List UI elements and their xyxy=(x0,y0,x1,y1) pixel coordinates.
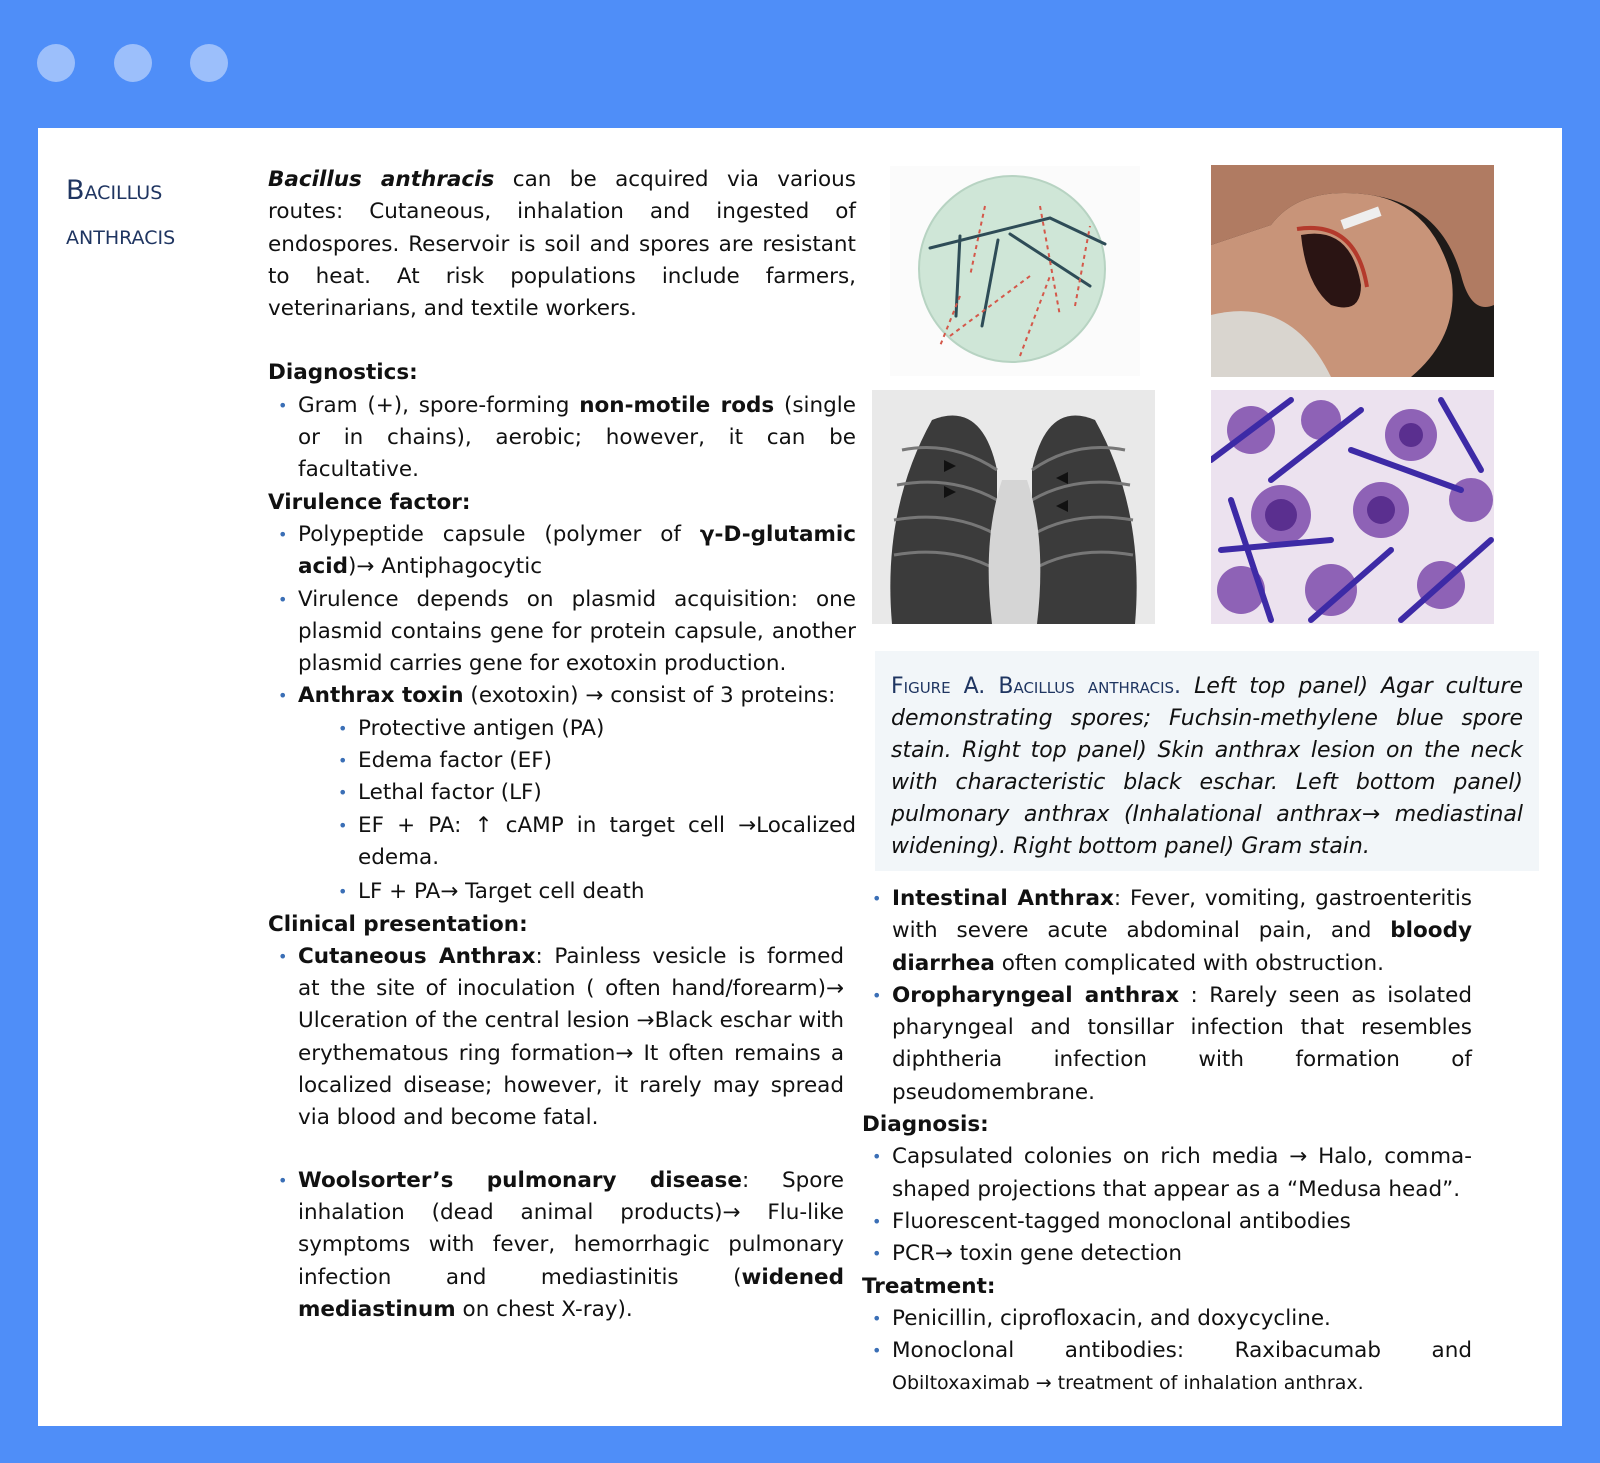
diagnostics-list xyxy=(268,390,856,487)
treatment-title: Treatment: xyxy=(862,1273,996,1299)
list-item: • Polypeptide capsule (polymer of γ-D-glutamic acid)→ Antiphagocytic xyxy=(268,519,856,584)
clinical-list-continued xyxy=(862,883,1472,1109)
virulence-title: Virulence factor: xyxy=(268,489,471,515)
diagnostics-title: Diagnostics: xyxy=(268,360,418,386)
figure-label: Figure A. Bacillus anthracis. xyxy=(891,674,1182,699)
list-item: • Woolsorter’s pulmonary disease: Spore inhalation (dead animal products)→ Flu-like symptoms with fever, hemorrhagic pulmonary infection and mediastinitis (widened mediastinum on chest X-ray). xyxy=(268,1165,844,1326)
list-item: • Virulence depends on plasmid acquisition: one plasmid contains gene for protein capsule, another plasmid carries gene for exotoxin production. xyxy=(268,584,856,681)
list-item: • Intestinal Anthrax: Fever, vomiting, gastroenteritis with severe acute abdominal pain, and bloody diarrhea often complicated with obstruction. xyxy=(862,883,1472,980)
organism-name: Bacillus anthracis xyxy=(268,167,495,192)
intro-text: can be acquired via various routes: Cutaneous, inhalation and ingested of endospores. Reservoir is soil and spores are resistant to heat. At risk populations include farmers, veterinarians, and textile workers. xyxy=(268,167,856,322)
virulence-list xyxy=(268,519,856,713)
list-item: • Penicillin, ciprofloxacin, and doxycycline. xyxy=(862,1303,1472,1335)
heading-line-1: Bacillus xyxy=(66,175,163,206)
skin-lesion-photo xyxy=(1211,165,1494,377)
figure-caption-text: Left top panel) Agar culture demonstrating spores; Fuchsin-methylene blue spore stain. Right top panel) Skin anthrax lesion on the neck with characteristic black eschar. Left bottom panel) pulmonary anthrax (Inhalational anthrax→ mediastinal widening). Right bottom panel) Gram stain. xyxy=(891,674,1523,859)
heading-line-2: anthracis xyxy=(66,220,176,251)
clinical-title: Clinical presentation: xyxy=(268,911,528,937)
window-dot-close[interactable] xyxy=(37,44,75,82)
window-dot-maximize[interactable] xyxy=(190,44,228,82)
diagnosis-list xyxy=(862,1141,1472,1270)
list-item: • PCR→ toxin gene detection xyxy=(862,1238,1472,1270)
window-dot-minimize[interactable] xyxy=(114,44,152,82)
list-item: • EF + PA: ↑ cAMP in target cell →Localized edema. xyxy=(268,810,856,875)
list-item: • Capsulated colonies on rich media → Halo, comma-shaped projections that appear as a “Medusa head”. xyxy=(862,1141,1472,1206)
left-column xyxy=(268,164,856,1326)
list-item: • Cutaneous Anthrax: Painless vesicle is formed at the site of inoculation ( often hand/forearm)→ Ulceration of the central lesion →Black eschar with erythematous ring formation→ It often remains a localized disease; however, it rarely may spread via blood and become fatal. xyxy=(268,941,844,1135)
list-item: • Anthrax toxin (exotoxin) → consist of 3 proteins: xyxy=(268,680,856,712)
list-item: • Protective antigen (PA) xyxy=(268,713,856,745)
treatment-list xyxy=(862,1303,1472,1400)
list-item: • Oropharyngeal anthrax : Rarely seen as isolated pharyngeal and tonsillar infection that resembles diphtheria infection with formation of pseudomembrane. xyxy=(862,980,1472,1109)
list-item: • Lethal factor (LF) xyxy=(268,777,856,809)
section-heading xyxy=(66,168,226,258)
figure-caption xyxy=(875,651,1539,871)
agar-culture-image xyxy=(890,166,1140,376)
list-item: • Monoclonal antibodies: Raxibacumab and Obiltoxaximab → treatment of inhalation anthrax. xyxy=(862,1335,1472,1400)
list-item: • Gram (+), spore-forming non-motile rods (single or in chains), aerobic; however, it can be facultative. xyxy=(268,390,856,487)
gram-stain-image xyxy=(1211,390,1494,624)
list-item: • Edema factor (EF) xyxy=(268,745,856,777)
intro-paragraph xyxy=(268,164,856,325)
chest-xray-image xyxy=(872,390,1155,624)
list-item: • Fluorescent-tagged monoclonal antibodies xyxy=(862,1206,1472,1238)
toxin-sublist xyxy=(268,713,856,909)
right-column xyxy=(862,883,1472,1400)
document-page xyxy=(38,128,1562,1426)
clinical-list xyxy=(268,941,844,1326)
list-item: • LF + PA→ Target cell death xyxy=(268,876,856,908)
diagnosis-title: Diagnosis: xyxy=(862,1112,989,1138)
